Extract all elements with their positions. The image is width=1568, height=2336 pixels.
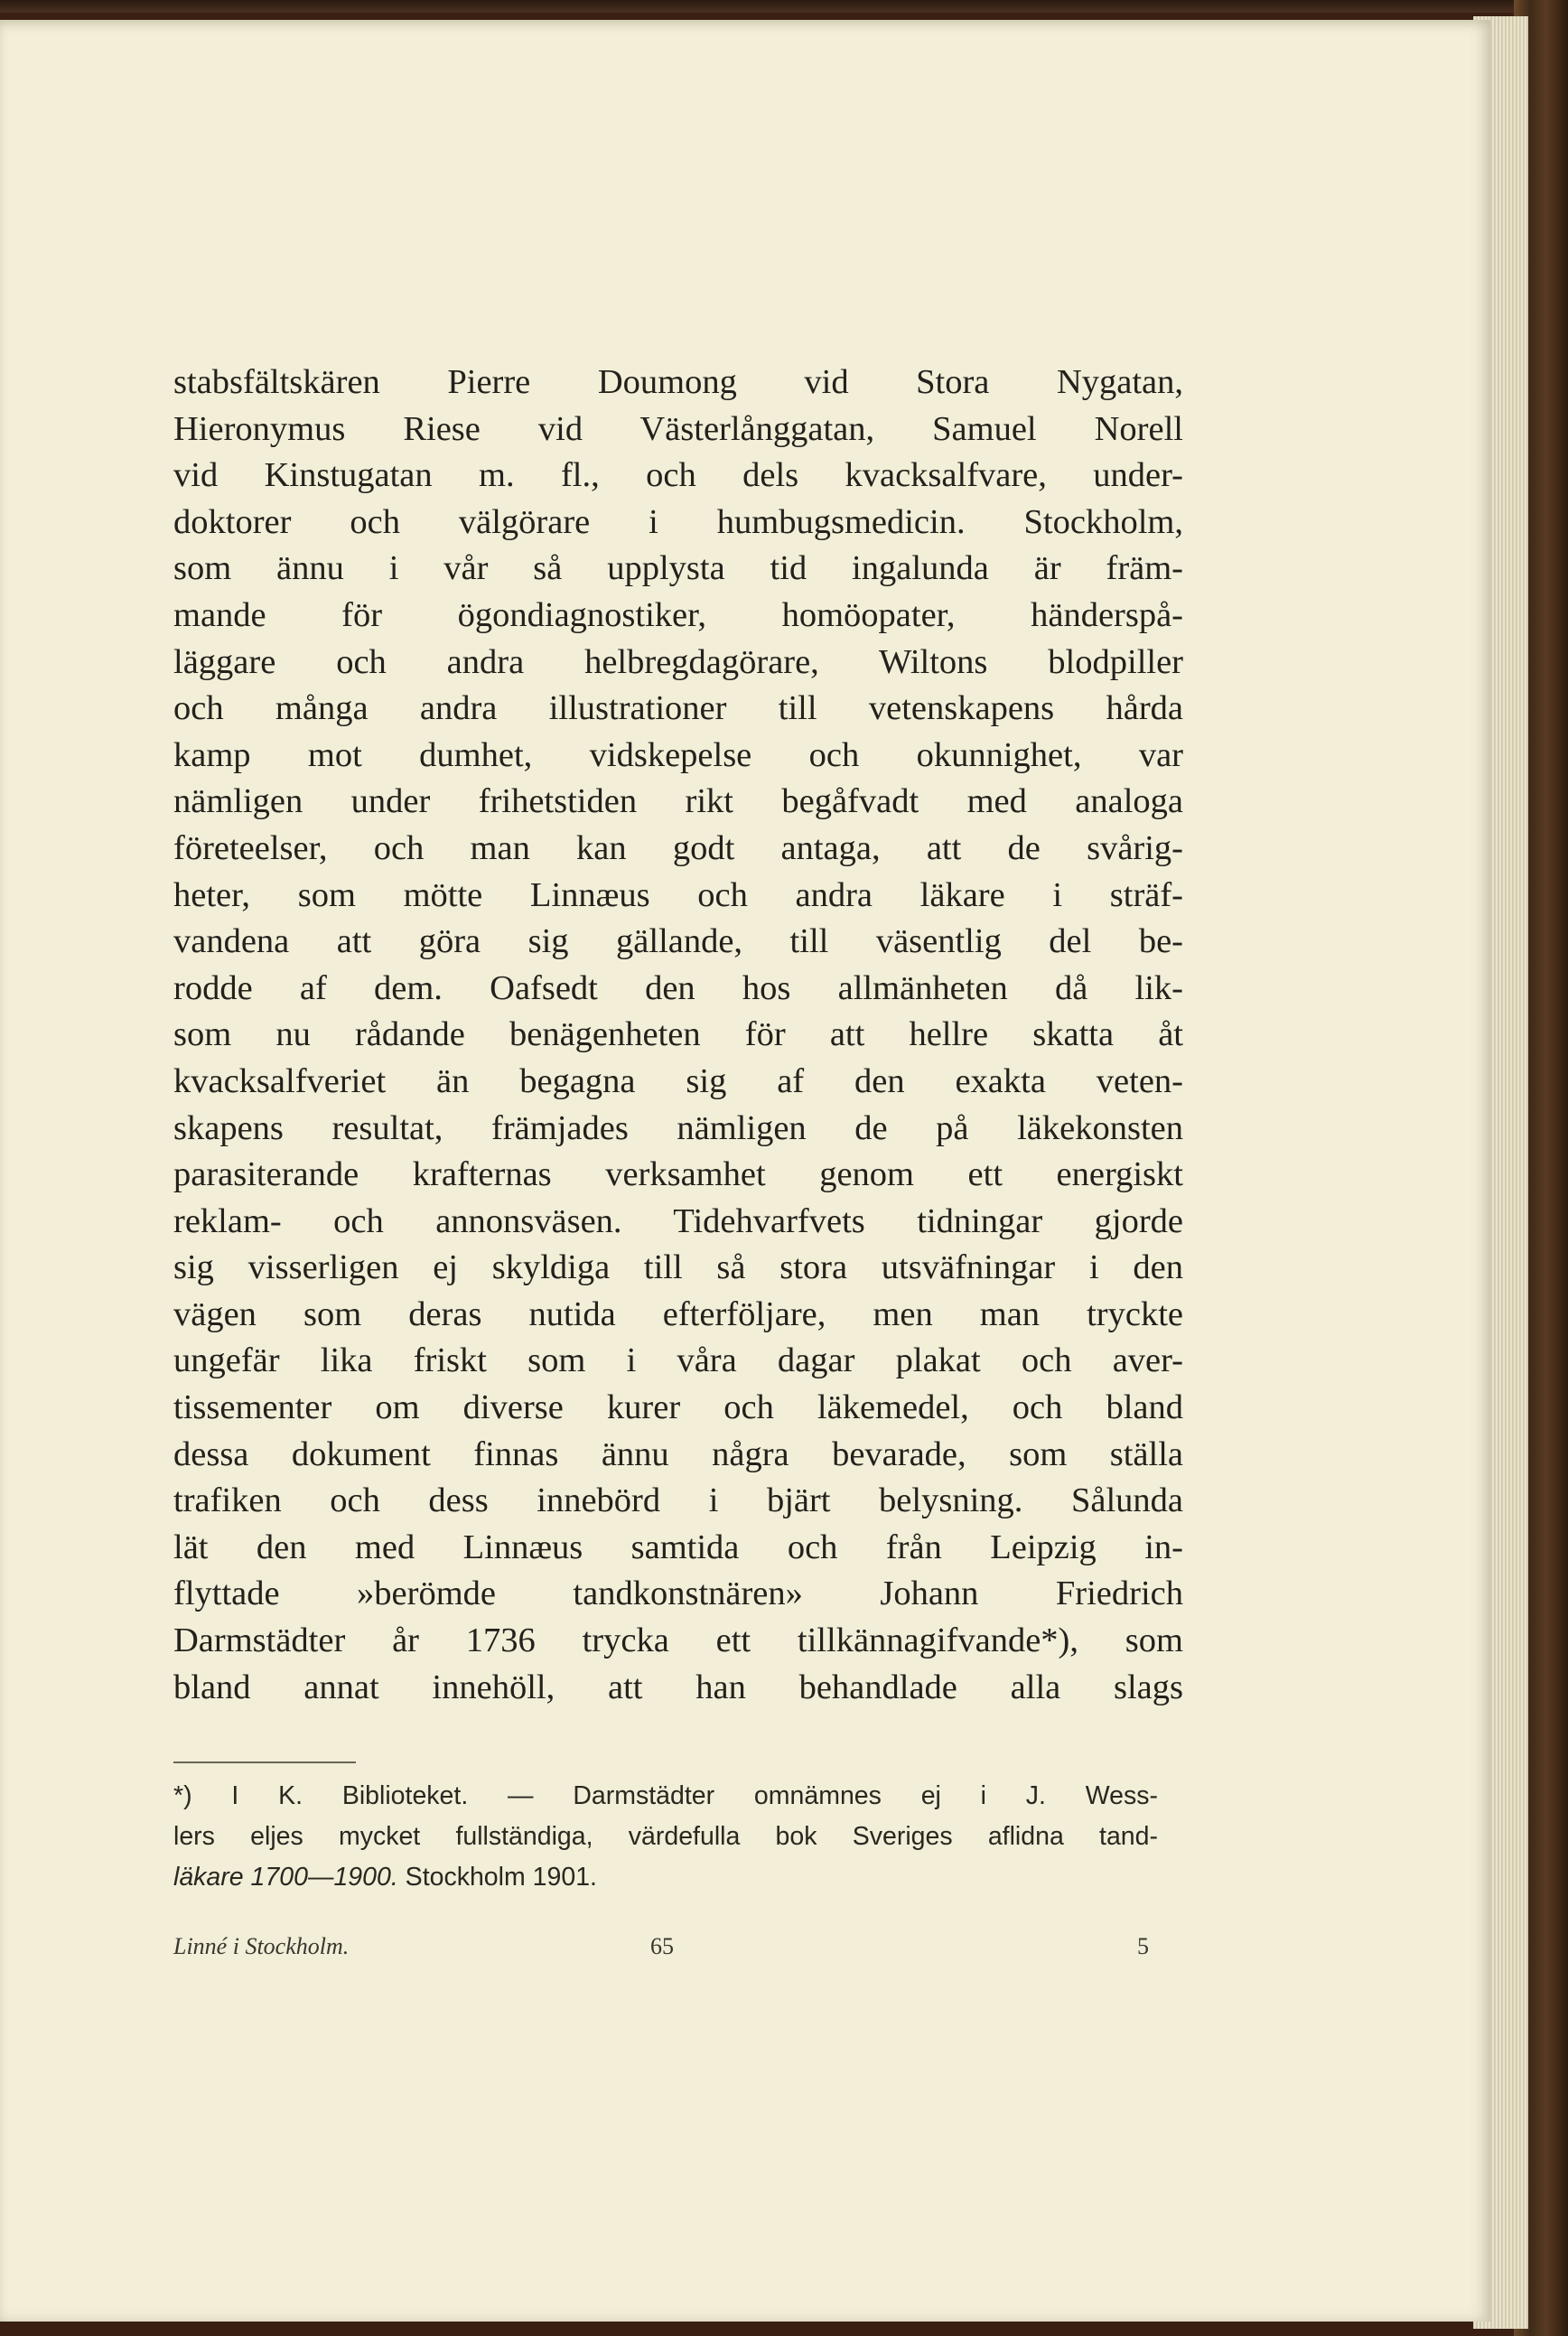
footnote-line-2: lers eljes mycket fullständiga, värdefulla bok Sveriges aflidna tand- bbox=[173, 1822, 1158, 1851]
footnote bbox=[173, 1776, 1158, 1898]
text-line: bland annat innehöll, att han behandlade alla slags bbox=[173, 1668, 1183, 1706]
text-line: Darmstädter år 1736 trycka ett tillkännagifvande*), som bbox=[173, 1621, 1183, 1660]
text-line: lät den med Linnæus samtida och från Leipzig in- bbox=[173, 1528, 1183, 1566]
text-line: Hieronymus Riese vid Västerlånggatan, Samuel Norell bbox=[173, 409, 1183, 448]
text-line: och många andra illustrationer till vetenskapens hårda bbox=[173, 689, 1183, 728]
text-line: nämligen under frihetstiden rikt begåfvadt med analoga bbox=[173, 782, 1183, 821]
text-line: kamp mot dumhet, vidskepelse och okunnighet, var bbox=[173, 735, 1183, 774]
text-line: som nu rådande benägenheten för att hellre skatta åt bbox=[173, 1015, 1183, 1054]
text-line: vägen som deras nutida efterföljare, men man tryckte bbox=[173, 1294, 1183, 1333]
page-number: 65 bbox=[650, 1933, 674, 1959]
text-line: doktorer och välgörare i humbugsmedicin. Stockholm, bbox=[173, 502, 1183, 541]
body-text bbox=[173, 360, 1183, 1711]
text-line: kvacksalfveriet än begagna sig af den exakta veten- bbox=[173, 1061, 1183, 1100]
book-page bbox=[0, 20, 1490, 2322]
text-line: som ännu i vår så upplysta tid ingalunda är främ- bbox=[173, 549, 1183, 588]
text-line: företeelser, och man kan godt antaga, att de svårig- bbox=[173, 828, 1183, 867]
footnote-line-3 bbox=[173, 1857, 1158, 1898]
page-footer bbox=[173, 1933, 1149, 1969]
text-line: skapens resultat, främjades nämligen de på läkekonsten bbox=[173, 1108, 1183, 1147]
text-line: dessa dokument finnas ännu några bevarade, som ställa bbox=[173, 1434, 1183, 1473]
text-line: ungefär lika friskt som i våra dagar plakat och aver- bbox=[173, 1341, 1183, 1380]
text-line: läggare och andra helbregdagörare, Wiltons blodpiller bbox=[173, 642, 1183, 681]
footnote-book-years: läkare 1700—1900. bbox=[173, 1863, 398, 1892]
text-line: vid Kinstugatan m. fl., och dels kvacksalfvare, under- bbox=[173, 456, 1183, 495]
footnote-rule bbox=[173, 1761, 356, 1763]
text-line: flyttade »berömde tandkonstnären» Johann Friedrich bbox=[173, 1574, 1183, 1613]
text-line: vandena att göra sig gällande, till väsentlig del be- bbox=[173, 922, 1183, 961]
text-line: stabsfältskären Pierre Doumong vid Stora Nygatan, bbox=[173, 363, 1183, 401]
book-cover-top-edge bbox=[0, 0, 1568, 13]
text-line: sig visserligen ej skyldiga till så stora utsväfningar i den bbox=[173, 1248, 1183, 1287]
text-line: trafiken och dess innebörd i bjärt belysning. Sålunda bbox=[173, 1481, 1183, 1520]
running-title: Linné i Stockholm. bbox=[173, 1933, 350, 1959]
text-line: reklam- och annonsväsen. Tidehvarfvets tidningar gjorde bbox=[173, 1201, 1183, 1240]
text-line: tissementer om diverse kurer och läkemedel, och bland bbox=[173, 1388, 1183, 1427]
signature-mark: 5 bbox=[1137, 1933, 1149, 1959]
footnote-place-year: Stockholm 1901. bbox=[397, 1863, 597, 1892]
text-line: mande för ögondiagnostiker, homöopater, händerspå- bbox=[173, 595, 1183, 634]
footnote-line-1: *) I K. Biblioteket. — Darmstädter omnämnes ej i J. Wess- bbox=[173, 1781, 1158, 1810]
text-line: rodde af dem. Oafsedt den hos allmänheten då lik- bbox=[173, 968, 1183, 1007]
text-line: heter, som mötte Linnæus och andra läkare i sträf- bbox=[173, 875, 1183, 914]
text-line: parasiterande krafternas verksamhet genom ett energiskt bbox=[173, 1155, 1183, 1194]
